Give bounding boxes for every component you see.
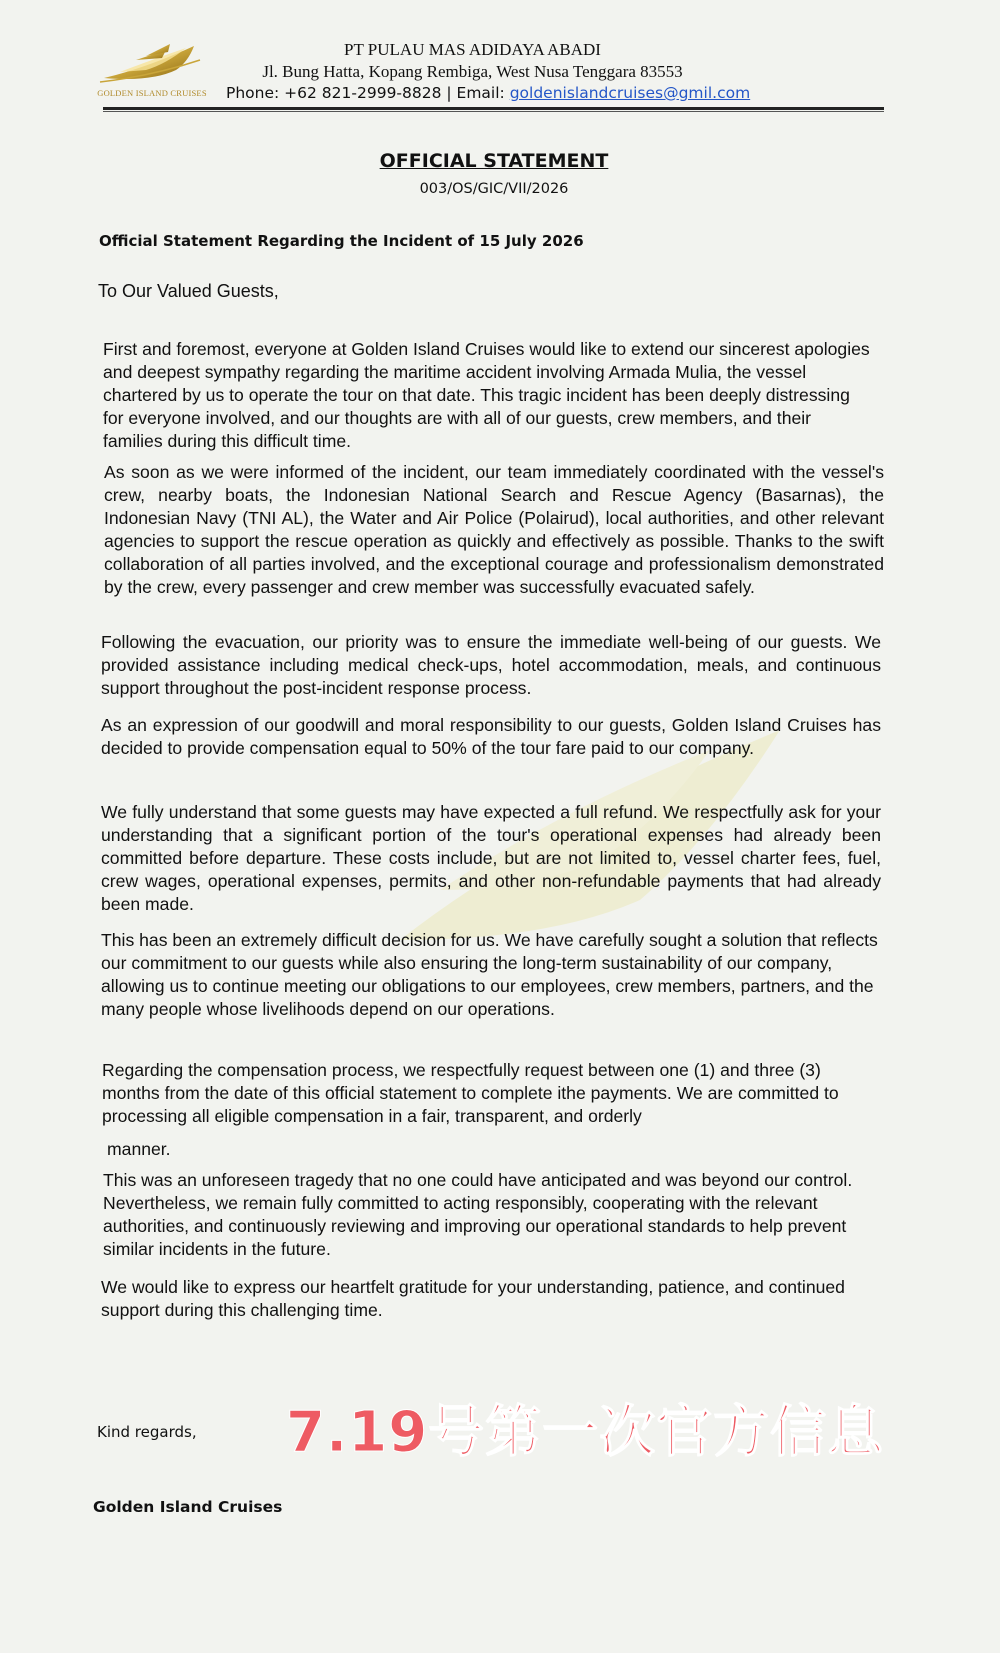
paragraph-process-tail: manner. [107,1139,171,1159]
paragraph-compensation: As an expression of our goodwill and moral responsibility to our guests, Golden Island Cruises has decided to provide compensation equal to 50% of the tour fare paid to our company. [101,715,881,758]
salutation: To Our Valued Guests, [98,281,279,301]
document-title: OFFICIAL STATEMENT [379,150,609,172]
paragraph-evacuation: Following the evacuation, our priority was to ensure the immediate well-being of our guests. We provided assistance including medical check-ups, hotel accommodation, meals, and continuous support throughout the post-incident response process. [101,632,881,698]
company-address: Jl. Bung Hatta, Kopang Rembiga, West Nusa Tenggara 83553 [262,62,683,81]
signature: Golden Island Cruises [93,1498,283,1516]
ship-logo-icon [96,38,208,88]
contact-phone: Phone: +62 821-2999-8828 | Email: [226,84,510,102]
statement-subject: Official Statement Regarding the Incident of 15 July 2026 [99,232,584,250]
paragraph-refund: We fully understand that some guests may have expected a full refund. We respectfully ask for your understanding that a significant portion of the tour's operational expenses had already been committed before departure. These costs include, but are not limited to, vessel charter fees, fuel, crew wages, operational expenses, permits, and other non-refundable payments that had already been made. [101,802,881,914]
paragraph-gratitude: We would like to express our heartfelt gratitude for your understanding, patience, and continued support during this challenging time. [101,1277,845,1320]
paragraph-apology: First and foremost, everyone at Golden Island Cruises would like to extend our sincerest apologies and deepest sympathy regarding the maritime accident involving Armada Mulia, the vessel chartered by us to operate the tour on that date. This tragic incident has been deeply distressing for everyone involved, and our thoughts are with all of our guests, crew members, and their families during this difficult time. [103,339,870,451]
document-number: 003/OS/GIC/VII/2026 [419,181,569,197]
paragraph-decision: This has been an extremely difficult decision for us. We have carefully sought a solution that reflects our commitment to our guests while also ensuring the long-term sustainability of our company, allowing us to continue meeting our obligations to our employees, crew members, partners, and the many people whose livelihoods depend on our operations. [101,930,878,1019]
header-divider-thin [103,111,884,112]
overlay-annotation: 7.19号第一次官方信息 [286,1400,885,1465]
company-logo [96,38,208,102]
contact-line [226,84,750,102]
paragraph-process: Regarding the compensation process, we respectfully request between one (1) and three (3) months from the date of this official statement to complete ithe payments. We are committed to processing all eligible compensation in a fair, transparent, and orderly [102,1060,839,1126]
company-name: PT PULAU MAS ADIDAYA ABADI [344,40,601,59]
paragraph-commitment: This was an unforeseen tragedy that no one could have anticipated and was beyond our control. Nevertheless, we remain fully committed to acting responsibly, cooperating with the relevant authorities, and continuously reviewing and improving our operational standards to help prevent similar incidents in the future. [103,1170,853,1259]
logo-text: GOLDEN ISLAND CRUISES [97,88,207,98]
closing: Kind regards, [97,1423,197,1441]
header-divider [103,107,884,110]
paragraph-rescue: As soon as we were informed of the incident, our team immediately coordinated with the vessel's crew, nearby boats, the Indonesian National Search and Rescue Agency (Basarnas), the Indonesian Navy (TNI AL), the Water and Air Police (Polairud), local authorities, and other relevant agencies to support the rescue operation as quickly and effectively as possible. Thanks to the swift collaboration of all parties involved, and the exceptional courage and professionalism demonstrated by the crew, every passenger and crew member was successfully evacuated safely. [104,462,884,597]
email-link[interactable]: goldenislandcruises@gmil.com [509,84,751,102]
